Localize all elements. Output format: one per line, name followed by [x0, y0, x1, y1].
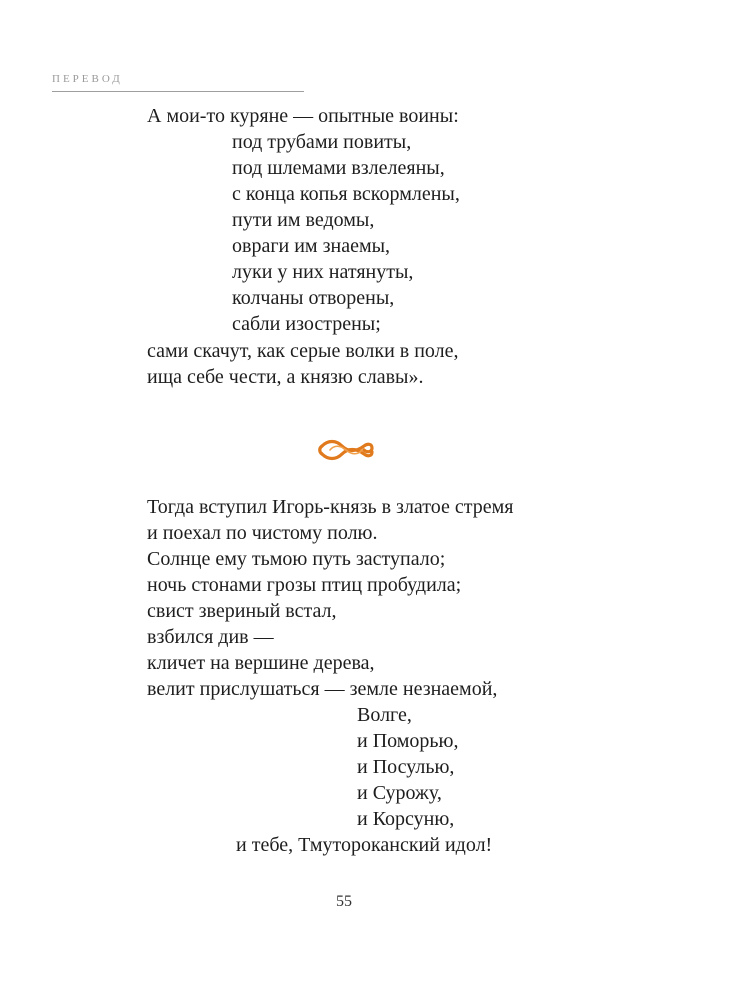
verse-line: луки у них натянуты,: [232, 261, 414, 283]
verse-line: взбился див —: [147, 626, 274, 648]
verse-line: велит прислушаться — земле незнаемой,: [147, 678, 498, 700]
verse-line: свист звериный встал,: [147, 600, 337, 622]
verse-line: под трубами повиты,: [232, 131, 412, 153]
verse-line: ночь стонами грозы птиц пробудила;: [147, 574, 462, 596]
verse-line: колчаны отворены,: [232, 287, 395, 309]
verse-line: ища себе чести, а князю славы».: [147, 366, 424, 388]
verse-line: и Поморью,: [357, 730, 459, 752]
verse-line: и тебе, Тмутороканский идол!: [236, 834, 493, 856]
running-header: [52, 72, 304, 92]
verse-line: пути им ведомы,: [232, 209, 375, 231]
verse-line: и Посулью,: [357, 756, 455, 778]
header-rule: [52, 91, 304, 92]
verse-line: овраги им знаемы,: [232, 235, 391, 257]
verse-line: Тогда вступил Игорь-князь в златое стремя: [147, 496, 514, 518]
section-label: ПЕРЕВОД: [52, 73, 123, 85]
verse-line: с конца копья вскормлены,: [232, 183, 460, 205]
verse-line: и поехал по чистому полю.: [147, 522, 378, 544]
verse-line: Солнце ему тьмою путь заступало;: [147, 548, 446, 570]
page-number: 55: [336, 893, 352, 910]
knot-ornament-icon: [318, 437, 376, 463]
verse-line: сами скачут, как серые волки в поле,: [147, 340, 459, 362]
verse-line: Волге,: [357, 704, 412, 726]
verse-line: А мои-то куряне — опытные воины:: [147, 105, 459, 127]
verse-line: и Сурожу,: [357, 782, 442, 804]
verse-line: кличет на вершине дерева,: [147, 652, 375, 674]
verse-line: под шлемами взлелеяны,: [232, 157, 445, 179]
verse-line: сабли изострены;: [232, 313, 381, 335]
verse-line: и Корсуню,: [357, 808, 455, 830]
